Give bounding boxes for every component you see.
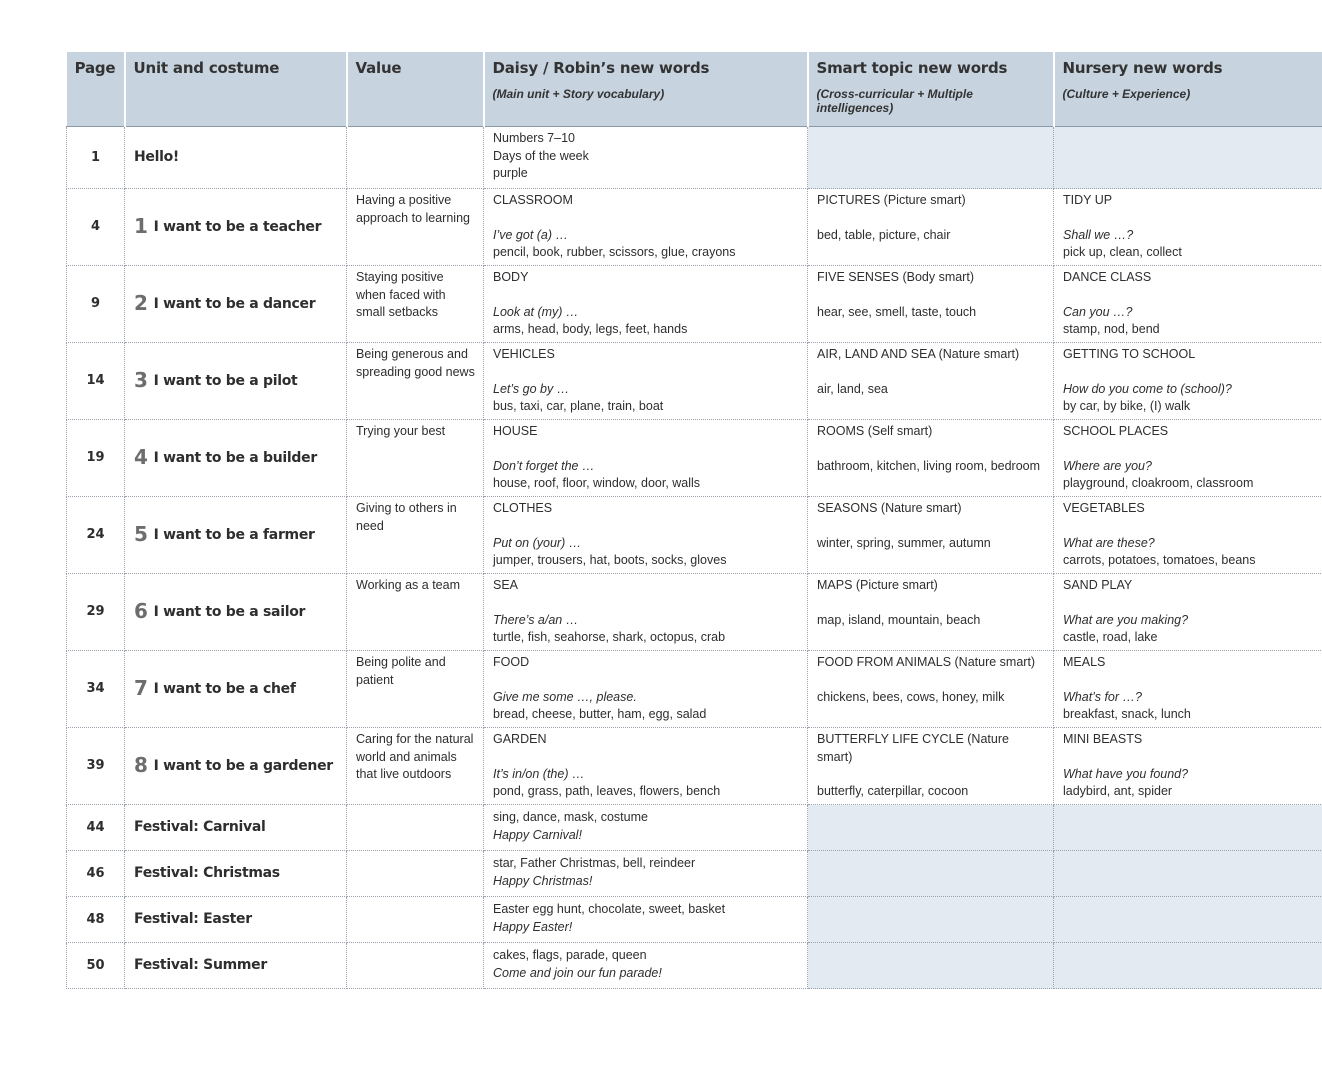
nursery-words-cell	[1054, 805, 1322, 851]
smart-words-cell: SEASONS (Nature smart) winter, spring, summer, autumn	[808, 497, 1054, 574]
table-row-festival-carnival	[67, 805, 1322, 851]
daisy-words-cell: CLASSROOM I’ve got (a) … pencil, book, rubber, scissors, glue, crayons	[484, 189, 808, 266]
table-row-festival-easter	[67, 897, 1322, 943]
unit-number: 5	[134, 522, 148, 547]
table-row-unit-2	[67, 266, 1322, 343]
nursery-words-cell: DANCE CLASS Can you …? stamp, nod, bend	[1054, 266, 1322, 343]
value-cell: Being polite and patient	[347, 651, 484, 728]
smart-words-cell: AIR, LAND AND SEA (Nature smart) air, land, sea	[808, 343, 1054, 420]
table-row-unit-6	[67, 574, 1322, 651]
festival-title: Festival: Summer	[125, 943, 347, 989]
unit-number: 1	[134, 214, 148, 239]
festival-title: Festival: Easter	[125, 897, 347, 943]
unit-title: 3 I want to be a pilot	[125, 343, 347, 420]
table-row-unit-5	[67, 497, 1322, 574]
daisy-words-cell: FOOD Give me some …, please. bread, cheese, butter, ham, egg, salad	[484, 651, 808, 728]
page-number: 24	[67, 497, 125, 574]
header-daisy: Daisy / Robin’s new words (Main unit + Story vocabulary)	[484, 52, 808, 127]
table-row-festival-summer	[67, 943, 1322, 989]
header-nursery: Nursery new words (Culture + Experience)	[1054, 52, 1322, 127]
page-number: 39	[67, 728, 125, 805]
value-cell	[347, 851, 484, 897]
nursery-words-cell	[1054, 943, 1322, 989]
value-cell: Being generous and spreading good news	[347, 343, 484, 420]
smart-words-cell: FIVE SENSES (Body smart) hear, see, smell, taste, touch	[808, 266, 1054, 343]
nursery-words-cell: SAND PLAY What are you making? castle, road, lake	[1054, 574, 1322, 651]
header-smart-sub: (Cross-curricular + Multiple intelligences)	[816, 87, 973, 115]
nursery-words-cell	[1054, 851, 1322, 897]
value-cell	[347, 943, 484, 989]
nursery-words-cell	[1054, 897, 1322, 943]
daisy-words-cell: SEA There’s a/an … turtle, fish, seahorse, shark, octopus, crab	[484, 574, 808, 651]
page-number: 1	[67, 127, 125, 189]
unit-title: 2 I want to be a dancer	[125, 266, 347, 343]
page-number: 4	[67, 189, 125, 266]
page-number: 46	[67, 851, 125, 897]
smart-words-cell	[808, 897, 1054, 943]
header-smart: Smart topic new words (Cross-curricular + Multiple intelligences)	[808, 52, 1054, 127]
daisy-words-cell: sing, dance, mask, costume Happy Carnival!	[484, 805, 808, 851]
unit-title: 4 I want to be a builder	[125, 420, 347, 497]
page-number: 44	[67, 805, 125, 851]
header-daisy-sub: (Main unit + Story vocabulary)	[492, 87, 665, 101]
value-cell	[347, 127, 484, 189]
table-row-unit-4	[67, 420, 1322, 497]
nursery-words-cell: VEGETABLES What are these? carrots, potatoes, tomatoes, beans	[1054, 497, 1322, 574]
smart-words-cell: BUTTERFLY LIFE CYCLE (Nature smart) butterfly, caterpillar, cocoon	[808, 728, 1054, 805]
value-cell: Having a positive approach to learning	[347, 189, 484, 266]
smart-words-cell	[808, 851, 1054, 897]
header-unit: Unit and costume	[125, 52, 347, 127]
unit-title: 7 I want to be a chef	[125, 651, 347, 728]
page-number: 34	[67, 651, 125, 728]
daisy-words-cell: cakes, flags, parade, queen Come and join our fun parade!	[484, 943, 808, 989]
unit-number: 4	[134, 445, 148, 470]
festival-title: Festival: Christmas	[125, 851, 347, 897]
smart-words-cell: ROOMS (Self smart) bathroom, kitchen, living room, bedroom	[808, 420, 1054, 497]
page-number: 14	[67, 343, 125, 420]
unit-number: 6	[134, 599, 148, 624]
daisy-words-cell: BODY Look at (my) … arms, head, body, legs, feet, hands	[484, 266, 808, 343]
scope-sequence-table	[66, 52, 1322, 989]
smart-words-cell	[808, 127, 1054, 189]
daisy-words-cell: Easter egg hunt, chocolate, sweet, basket Happy Easter!	[484, 897, 808, 943]
unit-number: 3	[134, 368, 148, 393]
nursery-words-cell	[1054, 127, 1322, 189]
table-row-unit-1	[67, 189, 1322, 266]
daisy-words-cell: VEHICLES Let’s go by … bus, taxi, car, plane, train, boat	[484, 343, 808, 420]
header-nursery-sub: (Culture + Experience)	[1062, 87, 1191, 101]
value-cell: Trying your best	[347, 420, 484, 497]
unit-number: 8	[134, 753, 148, 778]
value-cell	[347, 897, 484, 943]
page-number: 19	[67, 420, 125, 497]
smart-words-cell: MAPS (Picture smart) map, island, mountain, beach	[808, 574, 1054, 651]
unit-title: 1 I want to be a teacher	[125, 189, 347, 266]
page-number: 50	[67, 943, 125, 989]
unit-title: 6 I want to be a sailor	[125, 574, 347, 651]
festival-title: Festival: Carnival	[125, 805, 347, 851]
unit-number: 7	[134, 676, 148, 701]
smart-words-cell: FOOD FROM ANIMALS (Nature smart) chickens, bees, cows, honey, milk	[808, 651, 1054, 728]
scope-sequence-sheet	[66, 52, 1322, 989]
table-header	[67, 52, 1322, 127]
smart-words-cell	[808, 805, 1054, 851]
value-cell	[347, 805, 484, 851]
header-page: Page	[67, 52, 125, 127]
value-cell: Giving to others in need	[347, 497, 484, 574]
unit-title: 5 I want to be a farmer	[125, 497, 347, 574]
value-cell: Working as a team	[347, 574, 484, 651]
value-cell: Staying positive when faced with small setbacks	[347, 266, 484, 343]
page-number: 29	[67, 574, 125, 651]
daisy-words-cell: Numbers 7–10 Days of the week purple	[484, 127, 808, 189]
daisy-words-cell: HOUSE Don’t forget the … house, roof, floor, window, door, walls	[484, 420, 808, 497]
nursery-words-cell: SCHOOL PLACES Where are you? playground, cloakroom, classroom	[1054, 420, 1322, 497]
unit-number: 2	[134, 291, 148, 316]
daisy-words-cell: CLOTHES Put on (your) … jumper, trousers, hat, boots, socks, gloves	[484, 497, 808, 574]
smart-words-cell: PICTURES (Picture smart) bed, table, picture, chair	[808, 189, 1054, 266]
page-number: 48	[67, 897, 125, 943]
table-row-festival-christmas	[67, 851, 1322, 897]
table-row-unit-3	[67, 343, 1322, 420]
table-row-hello	[67, 127, 1322, 189]
nursery-words-cell: GETTING TO SCHOOL How do you come to (school)? by car, by bike, (I) walk	[1054, 343, 1322, 420]
value-cell: Caring for the natural world and animals that live outdoors	[347, 728, 484, 805]
page-number: 9	[67, 266, 125, 343]
smart-words-cell	[808, 943, 1054, 989]
header-value: Value	[347, 52, 484, 127]
table-row-unit-8	[67, 728, 1322, 805]
unit-title: 8 I want to be a gardener	[125, 728, 347, 805]
nursery-words-cell: MEALS What’s for …? breakfast, snack, lunch	[1054, 651, 1322, 728]
nursery-words-cell: MINI BEASTS What have you found? ladybird, ant, spider	[1054, 728, 1322, 805]
unit-title: Hello!	[125, 127, 347, 189]
daisy-words-cell: GARDEN It’s in/on (the) … pond, grass, path, leaves, flowers, bench	[484, 728, 808, 805]
nursery-words-cell: TIDY UP Shall we …? pick up, clean, collect	[1054, 189, 1322, 266]
daisy-words-cell: star, Father Christmas, bell, reindeer Happy Christmas!	[484, 851, 808, 897]
table-row-unit-7	[67, 651, 1322, 728]
